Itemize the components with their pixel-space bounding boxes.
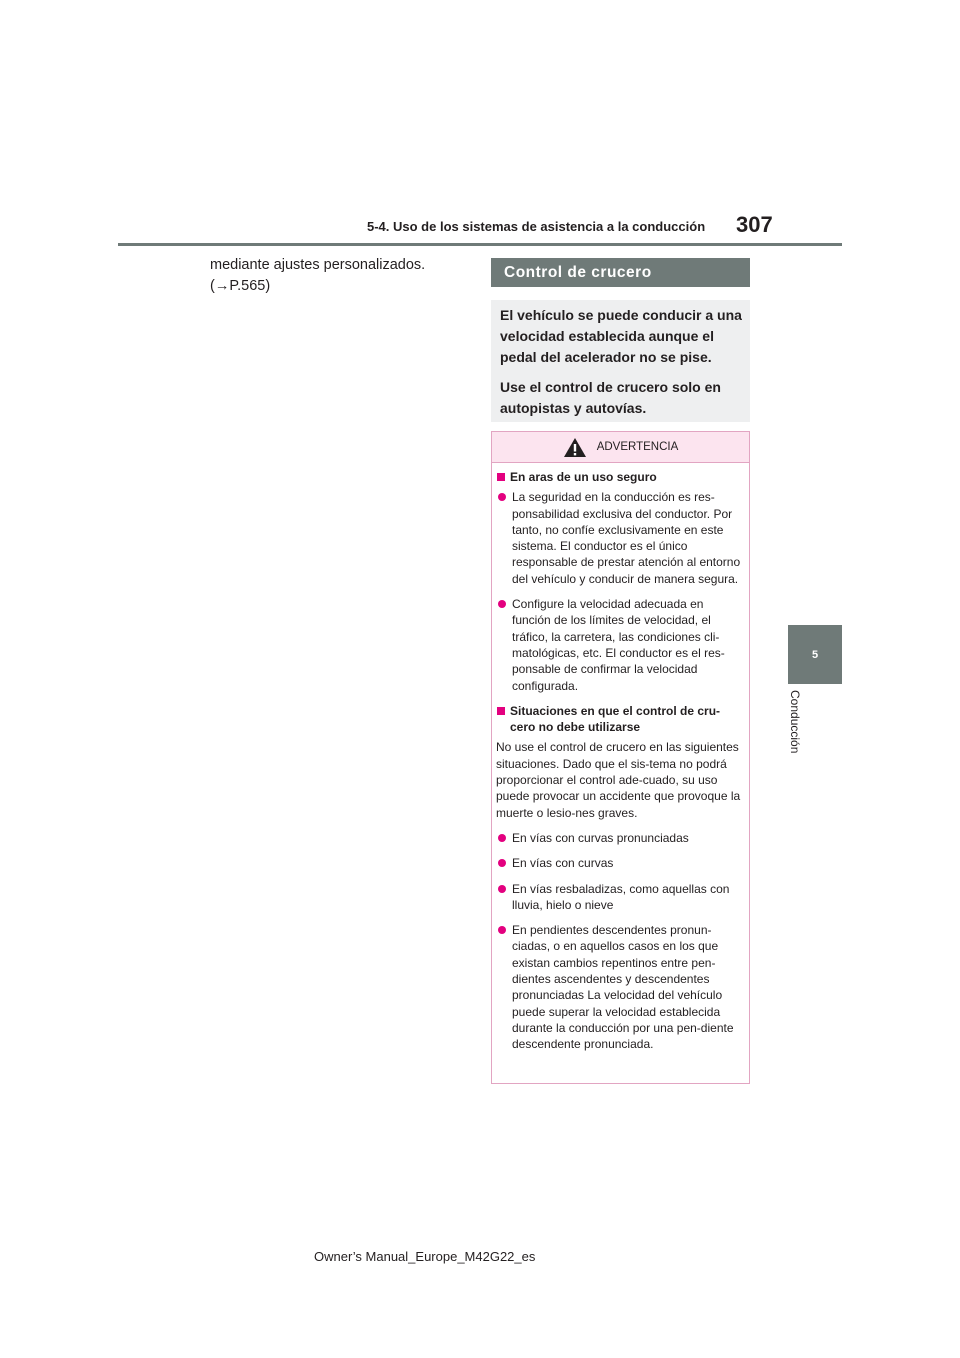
list-item-text: En vías resbaladizas, como aquellas con lluvia, hielo o nieve bbox=[512, 881, 730, 912]
round-bullet-icon bbox=[498, 493, 506, 501]
round-bullet-icon bbox=[498, 926, 506, 934]
round-bullet-icon bbox=[498, 834, 506, 842]
list-item bbox=[496, 922, 741, 1052]
square-bullet-icon bbox=[497, 707, 505, 715]
round-bullet-icon bbox=[498, 859, 506, 867]
subheading-text: En aras de un uso seguro bbox=[510, 470, 657, 484]
list-item-text: Configure la velocidad adecuada en función de los límites de velocidad, el tráfico, la carretera, las condiciones cli-matológicas, etc. El conductor es el res-ponsable de confirmar la velocidad configurada. bbox=[512, 597, 725, 693]
warning-triangle-icon bbox=[563, 437, 587, 458]
chapter-number: 5 bbox=[811, 648, 819, 661]
list-item bbox=[496, 489, 741, 587]
continued-text bbox=[210, 255, 450, 297]
list-item bbox=[496, 596, 741, 694]
footer-manual-id: Owner’s Manual_Europe_M42G22_es bbox=[314, 1249, 536, 1264]
warning-paragraph: No use el control de crucero en las siguientes situaciones. Dado que el sis-tema no podrá proporcionar el control ade-cuado, su uso puede provocar un accidente que provoque la muerte o lesio-nes graves. bbox=[496, 740, 741, 820]
intro-box bbox=[491, 300, 750, 422]
list-item-text: La seguridad en la conducción es res-ponsabilidad exclusiva del conductor. Por tanto, no confíe exclusivamente en este sistema. El conductor es el único responsable de prestar atención al entorno del vehículo y conducir de manera segura. bbox=[512, 490, 741, 586]
section-header-title: 5-4. Uso de los sistemas de asistencia a la conducción bbox=[367, 219, 706, 234]
page-reference: (→P.565) bbox=[210, 278, 271, 294]
page-number: 307 bbox=[736, 212, 773, 237]
warning-body bbox=[492, 463, 749, 1053]
list-item bbox=[496, 830, 741, 846]
intro-paragraph-2: Use el control de crucero solo en autopistas y autovías. bbox=[500, 379, 721, 416]
list-item-text: En vías con curvas pronunciadas bbox=[512, 830, 689, 845]
chapter-label: Conducción bbox=[788, 690, 802, 754]
continued-line-1: mediante ajustes personalizados. bbox=[210, 257, 426, 273]
warning-title: ADVERTENCIA bbox=[596, 441, 679, 453]
list-item-text: En vías con curvas bbox=[512, 856, 614, 871]
warning-box bbox=[491, 431, 750, 1084]
chapter-tab bbox=[788, 625, 842, 684]
warning-subheading bbox=[496, 703, 741, 736]
header-divider bbox=[118, 243, 842, 246]
section-heading: Control de crucero bbox=[491, 258, 750, 287]
subheading-text: Situaciones en que el control de cru-cero no debe utilizarse bbox=[510, 703, 721, 735]
list-item-text: En pendientes descendentes pronun-ciadas, o en aquellos casos en los que existan cambios repentinos entre pen-dientes ascendentes y descendentes pronunciadas La velocidad del vehículo puede superar la velocidad establecida durante la conducción por una pen-diente descendente pronunciada. bbox=[512, 923, 734, 1052]
round-bullet-icon bbox=[498, 600, 506, 608]
warning-header bbox=[492, 432, 749, 463]
round-bullet-icon bbox=[498, 885, 506, 893]
intro-paragraph-1: El vehículo se puede conducir a una velocidad establecida aunque el pedal del acelerador no se pise. bbox=[500, 307, 742, 365]
warning-subheading bbox=[496, 469, 741, 485]
list-item bbox=[496, 855, 741, 871]
square-bullet-icon bbox=[497, 473, 505, 481]
list-item bbox=[496, 881, 741, 914]
